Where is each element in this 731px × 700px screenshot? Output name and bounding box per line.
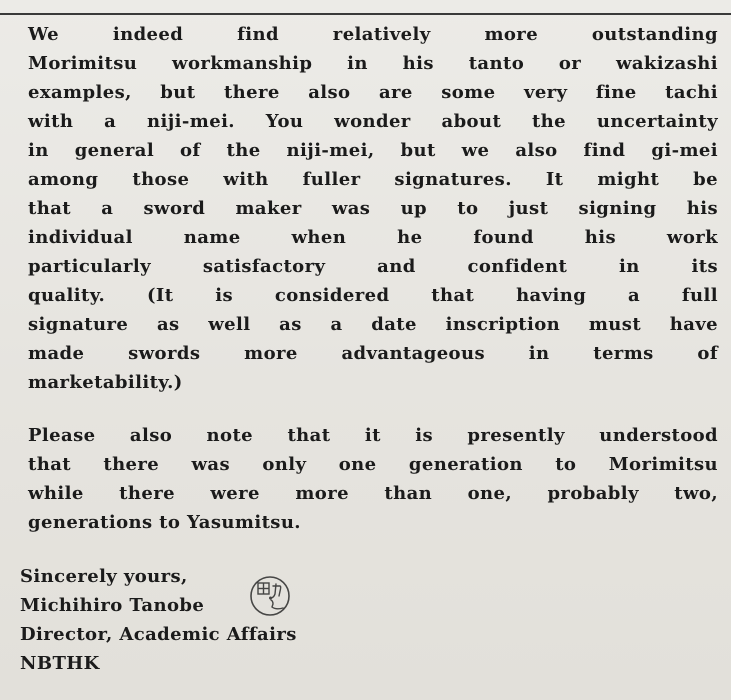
text-line: while there were more than one, probably two, xyxy=(28,483,718,504)
text-line: in general of the niji-mei, but we also find gi-mei xyxy=(28,140,718,161)
text-line: individual name when he found his work xyxy=(28,227,718,248)
text-line: generations to Yasumitsu. xyxy=(28,512,301,533)
text-line: signature as well as a date inscription must have xyxy=(28,314,718,335)
text-line: that a sword maker was up to just signing his xyxy=(28,198,718,219)
organization-name: NBTHK xyxy=(20,653,100,674)
text-line: with a niji-mei. You wonder about the uncertainty xyxy=(28,111,718,132)
paragraph-workmanship xyxy=(28,20,718,397)
hanko-seal-stamp xyxy=(248,574,292,618)
signer-title: Director, Academic Affairs xyxy=(20,624,297,645)
text-line: marketability.) xyxy=(28,372,183,393)
paragraph-generations xyxy=(28,421,718,537)
signer-name: Michihiro Tanobe xyxy=(20,595,205,616)
closing-text: Sincerely yours, xyxy=(20,566,188,587)
text-line: made swords more advantageous in terms of xyxy=(28,343,718,364)
text-line: particularly satisfactory and confident in its xyxy=(28,256,718,277)
text-line: that there was only one generation to Morimitsu xyxy=(28,454,718,475)
text-line: Morimitsu workmanship in his tanto or wakizashi xyxy=(28,53,718,74)
text-line: Please also note that it is presently understood xyxy=(28,425,718,446)
signature-block xyxy=(20,562,440,678)
text-line: among those with fuller signatures. It might be xyxy=(28,169,718,190)
text-line: quality. (It is considered that having a full xyxy=(28,285,718,306)
text-line: examples, but there also are some very fine tachi xyxy=(28,82,718,103)
text-line: We indeed find relatively more outstanding xyxy=(28,24,718,45)
top-rule-divider xyxy=(0,13,731,15)
